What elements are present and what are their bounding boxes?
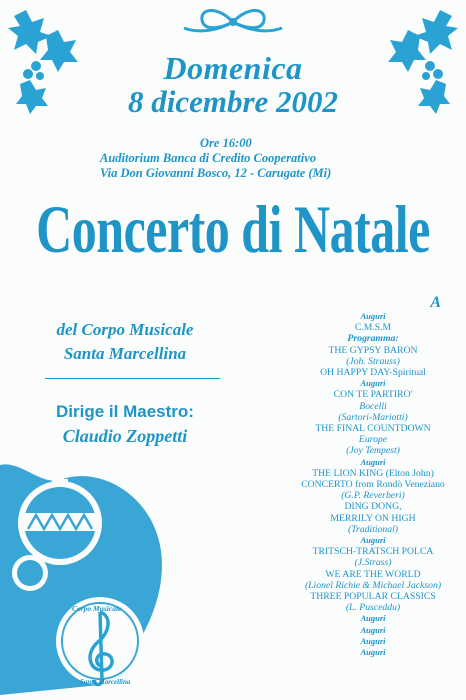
program-item: Auguri: [360, 647, 386, 658]
ribbon-bow-icon: [178, 4, 288, 40]
organizer-line1: del Corpo Musicale: [56, 320, 194, 339]
program-item: Europe: [358, 434, 388, 446]
program-item: (J.Strass): [354, 557, 392, 569]
program-item: (Sartori-Mariotti): [338, 411, 408, 423]
program-list: [283, 294, 463, 658]
program-item: A: [430, 294, 441, 311]
program-item: Programma:: [347, 333, 399, 345]
organizer: [20, 318, 230, 366]
program-item: (L. Pusceddu): [345, 602, 401, 614]
program-item: (G.P. Reverberi): [341, 490, 405, 502]
program-item: Auguri: [360, 378, 386, 389]
program-item: (Joy Tempest): [346, 445, 400, 457]
director-label: Dirige il Maestro:: [56, 402, 194, 421]
event-time: Ore 16:00: [200, 136, 252, 150]
program-item: OH HAPPY DAY-Spiritual: [320, 367, 426, 379]
program-item: Auguri: [360, 613, 386, 624]
band-logo: [54, 598, 146, 690]
program-item: THE FINAL COUNTDOWN: [315, 423, 431, 435]
program-item: Auguri: [360, 535, 386, 546]
program-item: (Joh. Strauss): [346, 355, 400, 367]
director-name: Claudio Zoppetti: [62, 426, 188, 446]
organizer-line2: Santa Marcellina: [63, 344, 187, 363]
event-day: Domenica: [163, 50, 303, 86]
program-item: Auguri: [360, 311, 386, 321]
program-item: C.M.S.M: [354, 322, 392, 334]
divider: [45, 378, 220, 379]
program-item: MERRILY ON HIGH: [330, 512, 416, 524]
program-item: Auguri: [360, 456, 386, 467]
logo-text-top: Corpo Musicale: [72, 604, 122, 613]
event-date: 8 dicembre 2002: [127, 84, 339, 119]
program-item: (Lionel Richie & Michael Jackson): [304, 579, 442, 591]
program-item: WE ARE THE WORLD: [325, 568, 421, 580]
program-item: DING DONG,: [344, 501, 402, 513]
program-item: THE LION KING (Elton John): [312, 467, 434, 479]
program-item: (Traditional): [347, 523, 399, 535]
event-address: Via Don Giovanni Bosco, 12 - Carugate (Mi): [100, 166, 332, 180]
program-item: THE GYPSY BARON: [328, 344, 418, 356]
program-item: CONCERTO from Rondò Veneziano: [301, 479, 445, 491]
logo-text-bottom: Santa Marcellina: [80, 678, 131, 686]
program-item: Bocelli: [359, 400, 387, 412]
program-item: CON TE PARTIRO': [333, 389, 413, 401]
event-venue: Auditorium Banca di Credito Cooperativo: [100, 151, 316, 165]
program-item: Auguri: [360, 624, 386, 635]
program-item: TRITSCH-TRATSCH POLCA: [312, 546, 434, 558]
program-item: THREE POPULAR CLASSICS: [310, 591, 436, 603]
poster-title: Concerto di Natale: [36, 191, 430, 267]
program-item: Auguri: [360, 635, 386, 646]
